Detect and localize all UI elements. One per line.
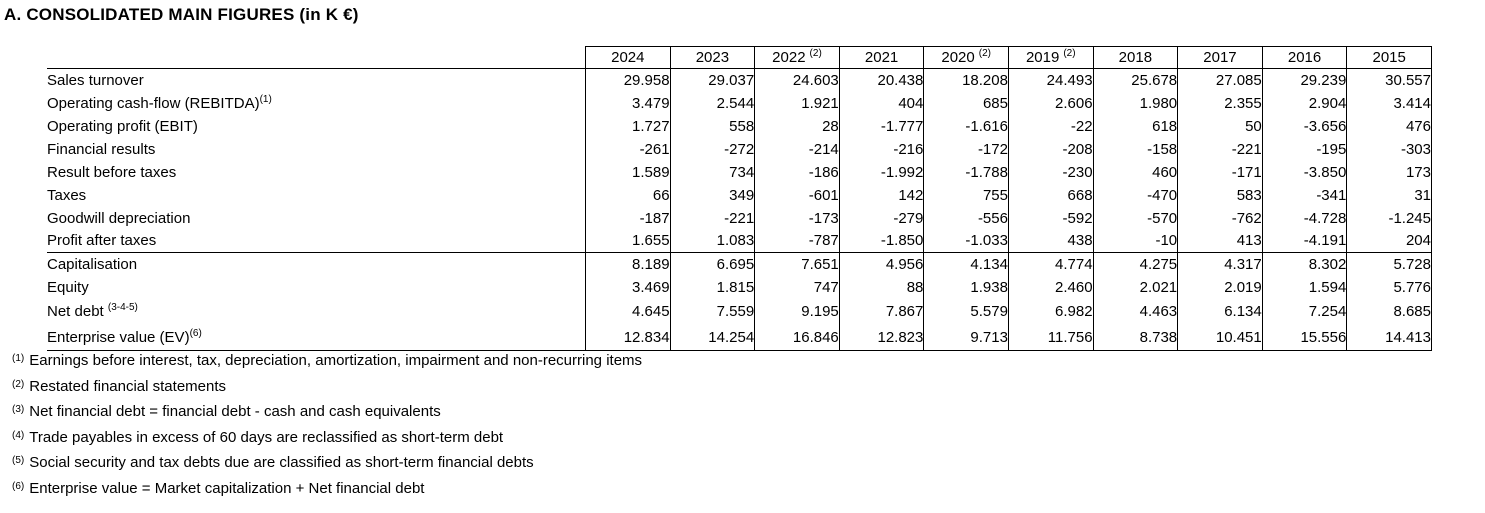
value-cell: 1.594 bbox=[1262, 276, 1347, 299]
value-cell: 476 bbox=[1347, 115, 1432, 138]
row-label: Sales turnover bbox=[47, 71, 144, 89]
row-label: Net debt $^{(3-4-5)}$ bbox=[47, 302, 138, 320]
table-row bbox=[47, 299, 1432, 325]
year-header-2023: 2023 bbox=[670, 47, 755, 69]
row-label: Result before taxes bbox=[47, 163, 177, 181]
value-cell: -4.728 bbox=[1262, 207, 1347, 230]
value-cell: 3.469 bbox=[586, 276, 671, 299]
value-cell: 6.134 bbox=[1178, 299, 1263, 325]
value-cell: 173 bbox=[1347, 161, 1432, 184]
value-cell: 349 bbox=[670, 184, 755, 207]
value-cell: 24.603 bbox=[755, 69, 840, 92]
restated-marker: (2) bbox=[809, 48, 822, 59]
value-cell: -208 bbox=[1008, 138, 1093, 161]
footnote: $^{(1)}$ Earnings before interest, tax, depreciation, amortization, impairment and non-recurring items bbox=[12, 352, 643, 369]
year-header-2017: 2017 bbox=[1178, 47, 1263, 69]
value-cell: -470 bbox=[1093, 184, 1178, 207]
value-cell: 6.695 bbox=[670, 253, 755, 276]
year-header-2021: 2021 bbox=[839, 47, 924, 69]
year-header-2016: 2016 bbox=[1262, 47, 1347, 69]
value-cell: 24.493 bbox=[1008, 69, 1093, 92]
value-cell: 2.021 bbox=[1093, 276, 1178, 299]
value-cell: 583 bbox=[1178, 184, 1263, 207]
value-cell: 8.189 bbox=[586, 253, 671, 276]
value-cell: 2.355 bbox=[1178, 92, 1263, 115]
value-cell: -172 bbox=[924, 138, 1009, 161]
value-cell: 7.651 bbox=[755, 253, 840, 276]
value-cell: -1.777 bbox=[839, 115, 924, 138]
value-cell: 3.479 bbox=[586, 92, 671, 115]
value-cell: 2.904 bbox=[1262, 92, 1347, 115]
value-cell: 5.776 bbox=[1347, 276, 1432, 299]
table-row bbox=[47, 115, 1432, 138]
value-cell: 755 bbox=[924, 184, 1009, 207]
value-cell: -556 bbox=[924, 207, 1009, 230]
table-row bbox=[47, 69, 1432, 92]
value-cell: 4.275 bbox=[1093, 253, 1178, 276]
value-cell: 438 bbox=[1008, 230, 1093, 253]
value-cell: 618 bbox=[1093, 115, 1178, 138]
value-cell: 142 bbox=[839, 184, 924, 207]
row-label: Capitalisation bbox=[47, 255, 138, 273]
value-cell: 66 bbox=[586, 184, 671, 207]
footnote: $^{(5)}$ Social security and tax debts due are classified as short-term financial debts bbox=[12, 454, 534, 472]
value-cell: 3.414 bbox=[1347, 92, 1432, 115]
value-cell: -592 bbox=[1008, 207, 1093, 230]
value-cell: 5.579 bbox=[924, 299, 1009, 325]
value-cell: -1.992 bbox=[839, 161, 924, 184]
value-cell: 1.589 bbox=[586, 161, 671, 184]
value-cell: 4.774 bbox=[1008, 253, 1093, 276]
row-label-header bbox=[47, 47, 586, 69]
value-cell: 2.606 bbox=[1008, 92, 1093, 115]
value-cell: -601 bbox=[755, 184, 840, 207]
restated-marker: (2) bbox=[1063, 48, 1076, 59]
table-row bbox=[47, 138, 1432, 161]
value-cell: 1.655 bbox=[586, 230, 671, 253]
footnotes bbox=[12, 352, 642, 506]
value-cell: 1.727 bbox=[586, 115, 671, 138]
value-cell: -4.191 bbox=[1262, 230, 1347, 253]
value-cell: -221 bbox=[670, 207, 755, 230]
row-label: Operating cash-flow (REBITDA)$^{(1)}$ bbox=[47, 93, 272, 112]
value-cell: -303 bbox=[1347, 138, 1432, 161]
row-label: Goodwill depreciation bbox=[47, 209, 191, 227]
page-title: A. CONSOLIDATED MAIN FIGURES (in K €) bbox=[4, 5, 359, 24]
value-cell: 30.557 bbox=[1347, 69, 1432, 92]
value-cell: 7.254 bbox=[1262, 299, 1347, 325]
footnote-text: Restated financial statements bbox=[29, 377, 227, 395]
value-cell: 50 bbox=[1178, 115, 1263, 138]
footnote-text: Social security and tax debts due are classified as short-term financial debts bbox=[29, 454, 534, 472]
year-header-2015: 2015 bbox=[1347, 47, 1432, 69]
value-cell: 31 bbox=[1347, 184, 1432, 207]
value-cell: 204 bbox=[1347, 230, 1432, 253]
row-label: Operating profit (EBIT) bbox=[47, 117, 198, 135]
table-row bbox=[47, 207, 1432, 230]
footnote-text: Enterprise value = Market capitalization + Net financial debt bbox=[29, 479, 425, 497]
value-cell: 460 bbox=[1093, 161, 1178, 184]
value-cell: -186 bbox=[755, 161, 840, 184]
value-cell: 1.083 bbox=[670, 230, 755, 253]
value-cell: 20.438 bbox=[839, 69, 924, 92]
table-row bbox=[47, 230, 1432, 253]
footnote-text: Earnings before interest, tax, depreciation, amortization, impairment and non-recurring items bbox=[29, 352, 643, 369]
value-cell: 4.645 bbox=[586, 299, 671, 325]
value-cell: -279 bbox=[839, 207, 924, 230]
value-cell: 28 bbox=[755, 115, 840, 138]
value-cell: -3.656 bbox=[1262, 115, 1347, 138]
footnote-ref-marker: (1) bbox=[259, 93, 272, 105]
footnote: $^{(2)}$ Restated financial statements bbox=[12, 377, 227, 395]
value-cell: -10 bbox=[1093, 230, 1178, 253]
value-cell: -3.850 bbox=[1262, 161, 1347, 184]
value-cell: 6.982 bbox=[1008, 299, 1093, 325]
value-cell: 668 bbox=[1008, 184, 1093, 207]
value-cell: 4.317 bbox=[1178, 253, 1263, 276]
value-cell: -221 bbox=[1178, 138, 1263, 161]
table-row bbox=[47, 276, 1432, 299]
year-header-2024: 2024 bbox=[586, 47, 671, 69]
value-cell: 29.037 bbox=[670, 69, 755, 92]
value-cell: -216 bbox=[839, 138, 924, 161]
value-cell: 7.867 bbox=[839, 299, 924, 325]
row-label: Enterprise value (EV)$^{(6)}$ bbox=[47, 325, 586, 351]
row-label: Profit after taxes bbox=[47, 230, 586, 253]
value-cell: 685 bbox=[924, 92, 1009, 115]
value-cell: 27.085 bbox=[1178, 69, 1263, 92]
footnote-ref-marker: (3-4-5) bbox=[107, 302, 138, 313]
figures-table bbox=[47, 46, 1432, 351]
value-cell: 88 bbox=[839, 276, 924, 299]
row-label: Equity bbox=[47, 278, 89, 296]
figures-table-body bbox=[47, 69, 1432, 351]
value-cell: -341 bbox=[1262, 184, 1347, 207]
value-cell: 1.921 bbox=[755, 92, 840, 115]
value-cell: 404 bbox=[839, 92, 924, 115]
value-cell: -787 bbox=[755, 230, 840, 253]
value-cell: -570 bbox=[1093, 207, 1178, 230]
value-cell: 9.195 bbox=[755, 299, 840, 325]
year-header-2019: 2019 $^{(2)}$ bbox=[1008, 47, 1093, 69]
value-cell: -272 bbox=[670, 138, 755, 161]
row-label: Financial results bbox=[47, 140, 156, 158]
value-cell: 12.834 bbox=[586, 325, 671, 351]
value-cell: 14.254 bbox=[670, 325, 755, 351]
value-cell: 747 bbox=[755, 276, 840, 299]
value-cell: 413 bbox=[1178, 230, 1263, 253]
value-cell: 12.823 bbox=[839, 325, 924, 351]
value-cell: -762 bbox=[1178, 207, 1263, 230]
table-row bbox=[47, 184, 1432, 207]
value-cell: -195 bbox=[1262, 138, 1347, 161]
value-cell: 558 bbox=[670, 115, 755, 138]
value-cell: 9.713 bbox=[924, 325, 1009, 351]
value-cell: -1.033 bbox=[924, 230, 1009, 253]
figures-table-head bbox=[47, 47, 1432, 69]
value-cell: 2.460 bbox=[1008, 276, 1093, 299]
table-row bbox=[47, 325, 1432, 351]
value-cell: -214 bbox=[755, 138, 840, 161]
value-cell: 16.846 bbox=[755, 325, 840, 351]
value-cell: -230 bbox=[1008, 161, 1093, 184]
value-cell: -1.616 bbox=[924, 115, 1009, 138]
year-header-row bbox=[47, 47, 1432, 69]
value-cell: 11.756 bbox=[1008, 325, 1093, 351]
value-cell: 18.208 bbox=[924, 69, 1009, 92]
value-cell: -22 bbox=[1008, 115, 1093, 138]
footnote: $^{(3)}$ Net financial debt = financial debt - cash and cash equivalents bbox=[12, 403, 441, 421]
value-cell: 8.302 bbox=[1262, 253, 1347, 276]
year-header-2022: 2022 $^{(2)}$ bbox=[755, 47, 840, 69]
table-row bbox=[47, 92, 1432, 115]
value-cell: -171 bbox=[1178, 161, 1263, 184]
value-cell: -187 bbox=[586, 207, 671, 230]
value-cell: 1.980 bbox=[1093, 92, 1178, 115]
footnote: $^{(6)}$ Enterprise value = Market capitalization + Net financial debt bbox=[12, 479, 425, 497]
value-cell: -173 bbox=[755, 207, 840, 230]
table-row bbox=[47, 161, 1432, 184]
value-cell: 8.738 bbox=[1093, 325, 1178, 351]
value-cell: 2.544 bbox=[670, 92, 755, 115]
value-cell: 8.685 bbox=[1347, 299, 1432, 325]
value-cell: 4.463 bbox=[1093, 299, 1178, 325]
footnote-text: Trade payables in excess of 60 days are reclassified as short-term debt bbox=[29, 428, 504, 446]
row-label: Taxes bbox=[47, 186, 87, 204]
value-cell: -261 bbox=[586, 138, 671, 161]
value-cell: 14.413 bbox=[1347, 325, 1432, 351]
table-row bbox=[47, 253, 1432, 276]
value-cell: 29.239 bbox=[1262, 69, 1347, 92]
value-cell: 1.815 bbox=[670, 276, 755, 299]
year-header-2020: 2020 $^{(2)}$ bbox=[924, 47, 1009, 69]
value-cell: 1.938 bbox=[924, 276, 1009, 299]
footnote-ref-marker: (6) bbox=[189, 327, 202, 339]
footnote-text: Net financial debt = financial debt - cash and cash equivalents bbox=[29, 403, 441, 421]
value-cell: -1.245 bbox=[1347, 207, 1432, 230]
value-cell: -1.788 bbox=[924, 161, 1009, 184]
value-cell: -158 bbox=[1093, 138, 1178, 161]
value-cell: 15.556 bbox=[1262, 325, 1347, 351]
value-cell: 5.728 bbox=[1347, 253, 1432, 276]
footnote: $^{(4)}$ Trade payables in excess of 60 days are reclassified as short-term debt bbox=[12, 428, 504, 446]
restated-marker: (2) bbox=[978, 48, 991, 59]
year-header-2018: 2018 bbox=[1093, 47, 1178, 69]
value-cell: 29.958 bbox=[586, 69, 671, 92]
value-cell: -1.850 bbox=[839, 230, 924, 253]
value-cell: 734 bbox=[670, 161, 755, 184]
value-cell: 2.019 bbox=[1178, 276, 1263, 299]
value-cell: 10.451 bbox=[1178, 325, 1263, 351]
value-cell: 25.678 bbox=[1093, 69, 1178, 92]
value-cell: 7.559 bbox=[670, 299, 755, 325]
value-cell: 4.956 bbox=[839, 253, 924, 276]
value-cell: 4.134 bbox=[924, 253, 1009, 276]
